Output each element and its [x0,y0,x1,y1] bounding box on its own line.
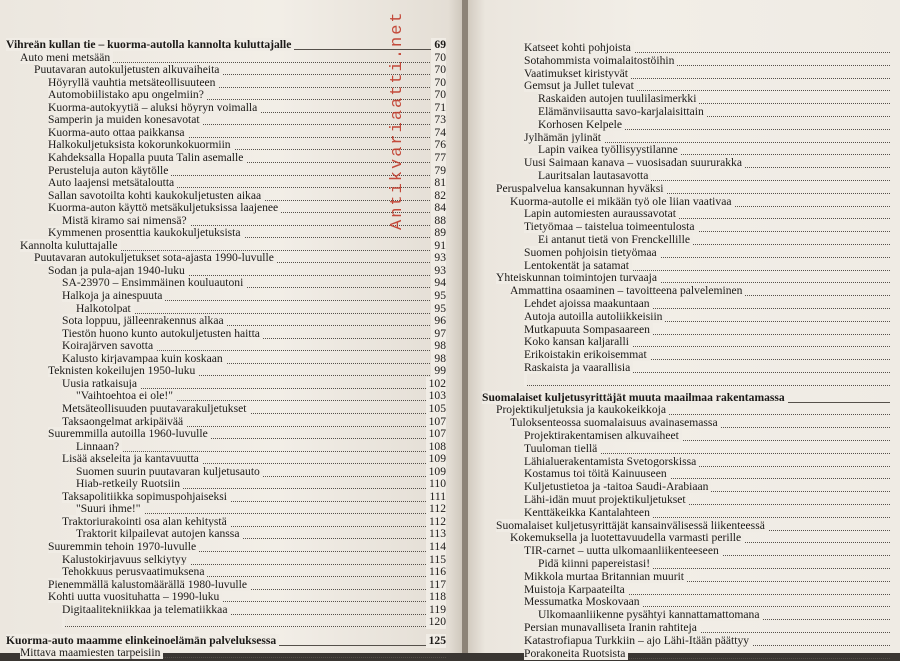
toc-entry-title: Mutkapuuta Sompasaareen [524,323,653,336]
dot-leader [62,626,446,627]
toc-entry-title: Messumatka Moskovaan [524,595,643,608]
toc-entry-page-number: 120 [426,615,446,629]
toc-entry-title: Halkotolpat [76,302,134,315]
toc-entry [20,646,446,660]
toc-entry-title: Lähi-idän muut projektikuljetukset [524,493,689,506]
toc-entry-title: Traktorit kilpailevat autojen kanssa [76,527,242,540]
toc-entry-title: Tehokkuus perusvaatimuksena [62,565,207,578]
toc-entry-title: Lähialuerakentamista Svetogorskissa [524,455,699,468]
toc-entry-page-number: 103 [426,389,446,403]
toc-entry-title: Sodan ja pula-ajan 1940-luku [48,264,188,277]
toc-entry-page-number: 93 [431,264,446,278]
toc-entry-title: Sotahommista voimalaitostöihin [524,54,677,67]
toc-entry-title: Gemsut ja Jullet tulevat [524,79,637,92]
toc-entry-title: Digitaalitekniikkaa ja telematiikkaa [62,603,230,616]
toc-entry-title: Suuremmilla autoilla 1960-luvulle [48,427,211,440]
toc-entry-title: Suomen pohjoisin tietyömaa [524,246,660,259]
toc-entry-page-number: 70 [431,76,446,90]
toc-entry-title: TIR-carnet – uutta ulkomaanliikenteeseen [524,544,722,557]
toc-entry-title: Mikkola murtaa Britannian muurit [524,570,687,583]
toc-entry-title: Samperin ja muiden konesavotat [48,113,203,126]
toc-entry-page-number: 69 [431,38,446,52]
toc-entry-title: Mistä kiramo sai nimensä? [62,214,190,227]
toc-entry-page-number: 109 [426,452,446,466]
toc-entry-page-number: 79 [431,164,446,178]
toc-entry-title: Ulkomaanliikenne pysähtyi kannattamattomana [538,608,763,621]
toc-entry-title: Puutavaran autokuljetusten alkuvaiheita [34,63,222,76]
toc-entry-title: Persian munavalliseta Iranin rahtiteja [524,621,700,634]
toc-entry-title: Kannolta kuluttajalle [20,239,121,252]
toc-entry-page-number: 118 [426,590,446,604]
toc-entry-title: Linnaan? [76,440,122,453]
toc-entry-page-number: 108 [426,440,446,454]
toc-entry-title: Tuuloman tiellä [524,442,600,455]
toc-entry-title: Kymmenen prosenttia kaukokuljetuksista [48,226,244,239]
toc-entry-title: Ei antanut tietä von Frenckellille [538,233,693,246]
toc-entry-title: Kalustokirjavuus selkiytyy [62,553,190,566]
toc-entry-page-number: 70 [431,51,446,65]
toc-entry-title: Kahdeksalla Hopalla puuta Talin asemalle [48,151,246,164]
toc-entry-title: Vihreän kullan tie – kuorma-autolla kannolta kuluttajalle [6,38,294,51]
toc-entry-page-number: 88 [431,214,446,228]
toc-entry-title: Elämänviisautta savo-karjalaisittain [538,105,707,118]
toc-entry-page-number: 114 [426,540,446,554]
toc-entry-title: Auto laajensi metsätaloutta [48,176,177,189]
toc-entry [524,374,890,388]
toc-entry-title: Kuorma-autolle ei mikään työ ole liian vaativaa [510,195,735,208]
toc-entry-title: Metsäteollisuuden puutavarakuljetukset [62,402,250,415]
toc-entry-title: Projektikuljetuksia ja kaukokeikkoja [496,403,669,416]
right-page [468,0,900,660]
toc-entry-page-number: 93 [431,251,446,265]
toc-entry-title: Suomalaiset kuljetusyrittäjät kansainvälisessä liikenteessä [496,519,768,532]
toc-entry-page-number: 70 [431,88,446,102]
toc-entry-title: Vaatimukset kiristyvät [524,67,631,80]
toc-entry-title: Halkokuljetuksista kokorunkokuormiin [48,138,234,151]
dot-leader [524,385,890,386]
toc-entry-title: Jylhämän jylinät [524,131,604,144]
toc-entry-title: Pienemmällä kalustomäärällä 1980-luvulle [48,578,250,591]
toc-entry-title: Perusteluja auton käytölle [48,164,171,177]
toc-entry-title: Kuljetustietoa ja -taitoa Saudi-Arabiaan [524,480,711,493]
toc-entry-title: Sota loppuu, jälleenrakennus alkaa [62,314,227,327]
toc-entry-page-number: 98 [431,339,446,353]
toc-entry-title: Korhosen Kelpele [538,118,625,131]
toc-entry-title: Projektirakentamisen alkuvaiheet [524,429,682,442]
toc-entry-title: Lauritsalan lautasavotta [538,169,651,182]
toc-entry-title: Kokemuksella ja luotettavuudella varmasti perille [510,531,744,544]
toc-entry-page-number: 97 [431,327,446,341]
toc-entry-title: Lisää akseleita ja kantavuutta [62,452,202,465]
toc-entry [524,647,890,661]
toc-entry-page-number: 105 [426,402,446,416]
toc-entry-page-number: 70 [431,63,446,77]
toc-entry-title: Taksapolitiikka sopimuspohjaiseksi [62,490,230,503]
toc-entry-page-number: 110 [426,477,446,491]
toc-entry-page-number: 119 [426,603,446,617]
toc-entry-page-number: 77 [431,151,446,165]
toc-entry-title: Autoja autoilla autoliikkeisiin [524,310,665,323]
toc-entry-page-number: 107 [426,427,446,441]
toc-entry-title: Katseet kohti pohjoista [524,41,634,54]
toc-entry-title: "Suuri ihme!" [76,502,144,515]
toc-entry-title: Kalusto kirjavampaa kuin koskaan [62,352,226,365]
toc-entry-page-number: 109 [426,465,446,479]
toc-entry-title: Puutavaran autokuljetukset sota-ajasta 1990-luvulle [34,251,277,264]
toc-entry-title: Mittava maamiesten tarpeisiin [20,646,163,659]
toc-entry-page-number: 112 [426,502,446,516]
toc-entry-page-number: 95 [431,289,446,303]
toc-entry-page-number: 84 [431,201,446,215]
toc-entry-page-number: 82 [431,189,446,203]
toc-entry-title: Ammattina osaaminen – tavoitteena palveleminen [510,284,745,297]
toc-entry-title: Uusia ratkaisuja [62,377,140,390]
toc-entry-title: Sallan savotoilta kohti kaukokuljetusten aikaa [48,189,264,202]
toc-entry-title: SA-23970 – Ensimmäinen kouluautoni [62,276,246,289]
toc-entry-page-number: 117 [426,578,446,592]
toc-entry-title: Erikoistakin erikoisemmat [524,348,650,361]
toc-entry-title: Suomen suurin puutavaran kuljetusauto [76,465,263,478]
toc-entry-title: Kuorma-auton käyttö metsäkuljetuksissa laajenee [48,201,281,214]
toc-entry-title [524,374,527,387]
toc-entry-title: Katastrofiapua Turkkiin – ajo Lähi-Itään päättyy [524,634,752,647]
toc-entry-title: Suomalaiset kuljetusyrittäjät muuta maailmaa rakentamassa [482,391,788,404]
toc-entry-title: Lehdet ajoissa maakuntaan [524,297,653,310]
toc-entry-title: Koirajärven savotta [62,339,156,352]
toc-entry-title: Lentokentät ja satamat [524,259,632,272]
toc-entry-title: Tuloksenteossa suomalaisuus avainasemassa [510,416,721,429]
toc-entry-title: Peruspalvelua kansakunnan hyväksi [496,182,666,195]
toc-entry-page-number: 81 [431,176,446,190]
toc-entry-page-number: 94 [431,276,446,290]
toc-entry-page-number: 71 [431,101,446,115]
toc-entry-title: Raskaiden autojen tuulilasimerkki [538,92,699,105]
toc-entry-page-number: 91 [431,239,446,253]
toc-entry-page-number: 113 [426,527,446,541]
toc-entry-title: Halkoja ja ainespuuta [62,289,165,302]
toc-entry-title: Suuremmin tehoin 1970-luvulle [48,540,199,553]
toc-entry-page-number: 76 [431,138,446,152]
toc-entry-page-number: 111 [426,490,446,504]
toc-entry-page-number: 73 [431,113,446,127]
toc-entry-page-number: 115 [426,553,446,567]
toc-entry-title: Kohti uutta vuosituhatta – 1990-luku [48,590,222,603]
toc-entry-title: Teknisten kokeilujen 1950-luku [48,364,198,377]
toc-entry-page-number: 95 [431,302,446,316]
toc-entry-title: Automobiilistako apu ongelmiin? [48,88,207,101]
toc-entry-page-number: 98 [431,352,446,366]
toc-entry-title: Kuorma-auto maamme elinkeinoelämän palveluksessa [6,634,279,647]
toc-entry-title: Hiab-retkeily Ruotsiin [76,477,183,490]
toc-entry-page-number: 89 [431,226,446,240]
toc-entry-title: Porakoneita Ruotsista [524,647,628,660]
toc-entry-title: "Vaihtoehtoa ei ole!" [76,389,176,402]
toc-entry-title: Tiestön huono kunto autokuljetusten haitta [62,327,263,340]
toc-entry-title: Muistoja Karpaateilta [524,583,628,596]
toc-entry-title: Höyryllä vauhtia metsäteollisuuteen [48,76,218,89]
toc-entry-title: Yhteiskunnan toimintojen turvaaja [496,271,660,284]
toc-entry-page-number: 107 [426,415,446,429]
toc-entry-title: Pidä kiinni papereistasi! [538,557,653,570]
toc-entry-page-number: 96 [431,314,446,328]
toc-entry-title: Taksaongelmat arkipäivää [62,415,186,428]
toc-entry-title: Lapin vaikea työllisyystilanne [538,143,681,156]
toc-entry-title: Koko kansan kaljaralli [524,335,632,348]
toc-entry-title: Kuorma-autokyytiä – aluksi höyryn voimalla [48,101,260,114]
watermark-stamp: Antikvariaatti.net [388,10,407,230]
toc-entry-page-number: 112 [426,515,446,529]
toc-entry-title: Lapin automiesten auraussavotat [524,207,679,220]
toc-entry-title: Uusi Saimaan kanava – vuosisadan suururakka [524,156,745,169]
toc-entry-page-number: 74 [431,126,446,140]
toc-entry-title: Kostamus toi töitä Kainuuseen [524,467,670,480]
toc-entry-title: Kuorma-auto ottaa paikkansa [48,126,188,139]
toc-entry-page-number: 99 [431,364,446,378]
toc-entry-title: Traktoriurakointi osa alan kehitystä [62,515,230,528]
toc-entry-page-number: 102 [426,377,446,391]
toc-entry-page-number: 116 [426,565,446,579]
toc-entry-title: Tietyömaa – taistelua toimeentulosta [524,220,698,233]
toc-entry-title: Auto meni metsään [20,51,113,64]
toc-entry-title: Raskaista ja vaarallisia [524,361,633,374]
toc-entry-page-number: 125 [426,634,446,648]
toc-entry-title: Kenttäkeikka Kantalahteen [524,506,653,519]
toc-entry-title [62,615,65,628]
toc-entry [62,615,446,629]
